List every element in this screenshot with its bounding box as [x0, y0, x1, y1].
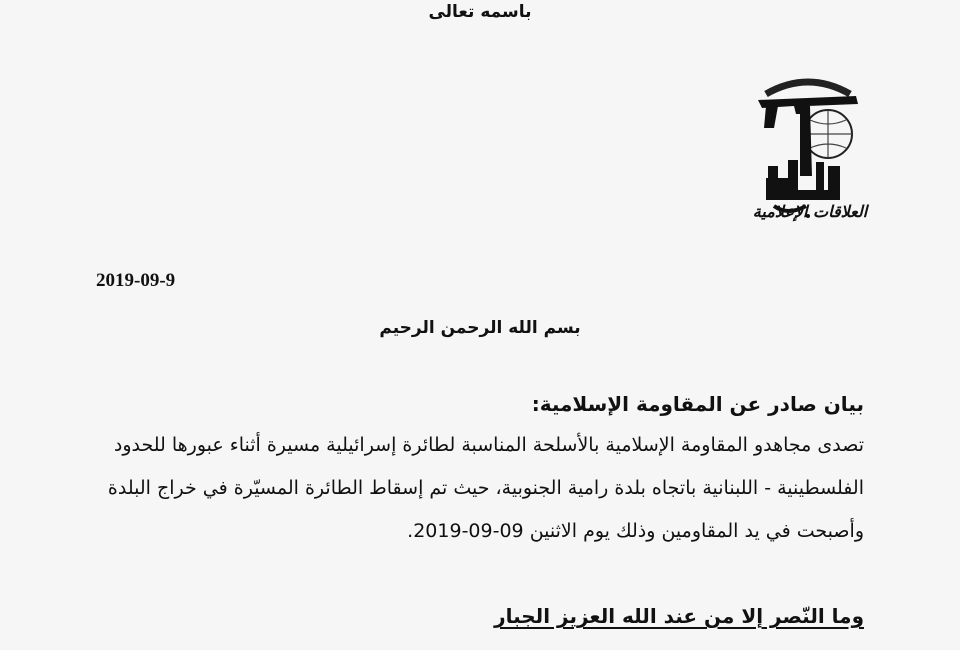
statement-title: بيان صادر عن المقاومة الإسلامية:	[531, 392, 864, 416]
document-date: 2019-09-9	[96, 270, 176, 291]
basmala: بسم الله الرحمن الرحيم	[379, 318, 581, 338]
logo-caption: العلاقات الإعلامية	[752, 202, 868, 221]
statement	[84, 388, 864, 553]
statement-line: وأصبحت في يد المقاومين وذلك يوم الاثنين 09-09-2019.	[407, 520, 864, 542]
statement-line: تصدى مجاهدو المقاومة الإسلامية بالأسلحة المناسبة لطائرة إسرائيلية مسيرة أثناء عبورها للحدود	[113, 434, 864, 456]
closing-line: وما النّصر إلا من عند الله العزيز الجبار	[494, 604, 864, 628]
statement-line: الفلسطينية - اللبنانية باتجاه بلدة رامية الجنوبية، حيث تم إسقاط الطائرة المسيّرة في خراج البلدة	[107, 477, 864, 499]
statement-body	[84, 424, 864, 553]
header-title: باسمه تعالى	[428, 2, 532, 22]
